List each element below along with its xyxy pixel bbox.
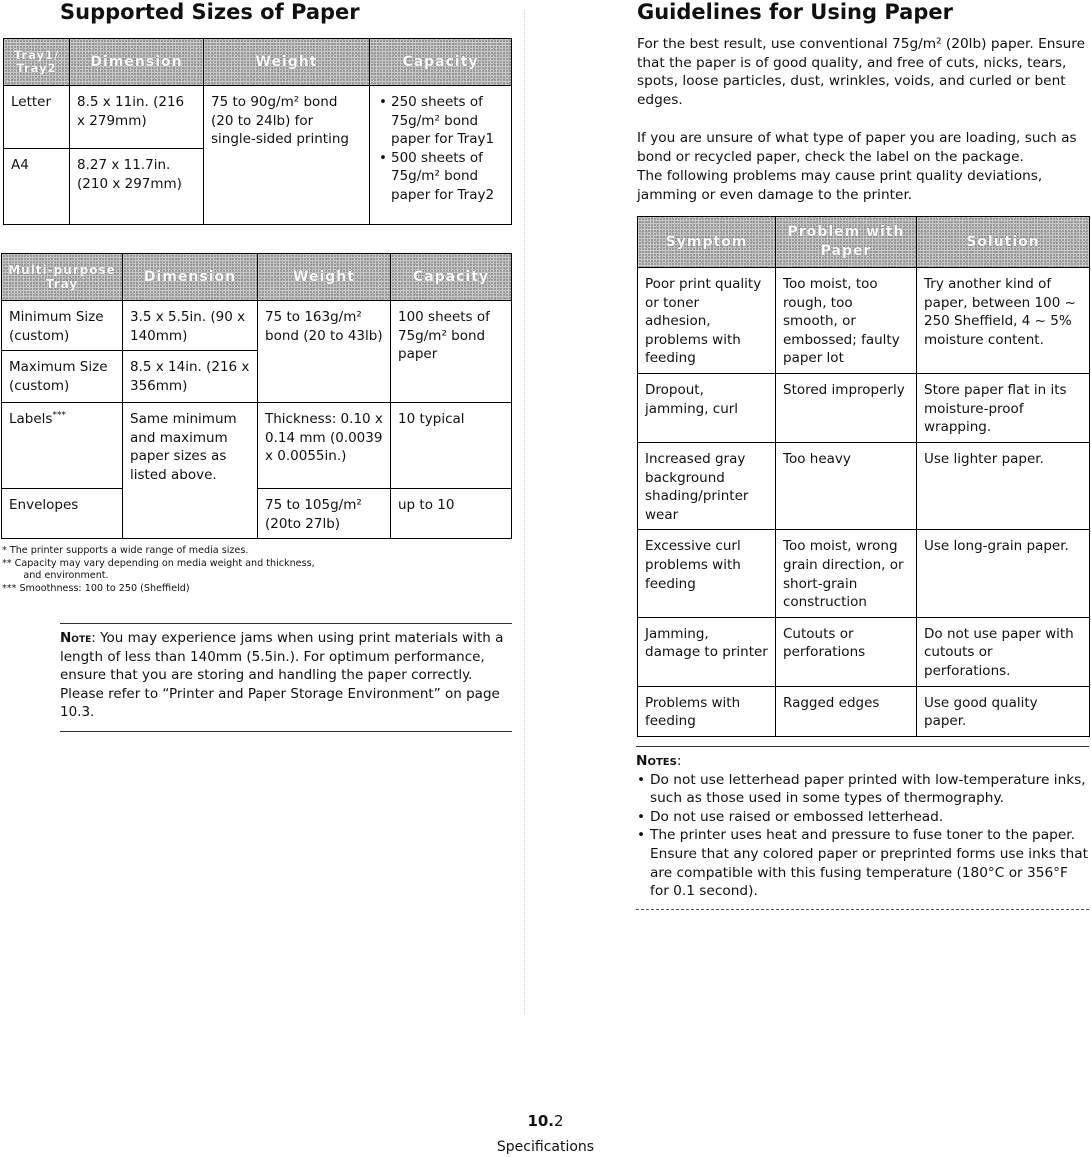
note-item-1: • Do not use letterhead paper printed with low-temperature inks, such as those used in some types of thermography.: [650, 771, 1089, 808]
header-tray: Tray1/ Tray2: [4, 39, 70, 86]
labels-label: [2, 403, 123, 489]
paragraph-unsure: If you are unsure of what type of paper you are loading, such as bond or recycled paper, check the label on the package.: [637, 130, 1077, 165]
solution-1: Try another kind of paper, between 100 ~ 250 Sheffield, 4 ~ 5% moisture content.: [917, 268, 1090, 374]
labels-text: Labels: [9, 411, 53, 428]
labels-footnote-mark: ***: [52, 410, 66, 421]
footnote-2: ** Capacity may vary depending on media weight and thickness,: [2, 557, 315, 569]
labels-dimension: Same minimum and maximum paper sizes as listed above.: [123, 403, 258, 539]
problem-3: Too heavy: [776, 442, 917, 529]
problem-4: Too moist, wrong grain direction, or short-grain construction: [776, 530, 917, 617]
tray-size-table: [3, 38, 512, 225]
symptom-5: Jamming, damage to printer: [638, 617, 776, 686]
header-symptom: Symptom: [638, 217, 776, 268]
capacity-tray1: • 250 sheets of 75g/m² bond paper for Tray1: [391, 93, 504, 149]
page-section: Specifications: [496, 1139, 595, 1155]
row-a4-dimension: 8.27 x 11.7in. (210 x 297mm): [70, 149, 204, 225]
problem-5: Cutouts or perforations: [776, 617, 917, 686]
problem-1: Too moist, too rough, too smooth, or embossed; faulty paper lot: [776, 268, 917, 374]
guidelines-table: [637, 216, 1090, 737]
header-weight: Weight: [204, 39, 370, 86]
solution-5: Do not use paper with cutouts or perforations.: [917, 617, 1090, 686]
supported-sizes-title: Supported Sizes of Paper: [60, 0, 360, 24]
notes-list: [636, 771, 1089, 901]
max-size-dimension: 8.5 x 14in. (216 x 356mm): [123, 351, 258, 403]
note-text: : You may experience jams when using print materials with a length of less than 140mm (5.5in.). For optimum performance, ensure that you are storing and handling the paper correctly. Please refer to “Printer and Paper Storage Environment” on page 10.3.: [60, 630, 504, 721]
column-divider: [524, 10, 525, 1015]
header-mp-tray: Multi-purpose Tray: [2, 254, 123, 301]
size-capacity: 100 sheets of 75g/m² bond paper: [391, 301, 512, 403]
row-letter-dimension: 8.5 x 11in. (216 x 279mm): [70, 86, 204, 149]
row-letter-name: Letter: [4, 86, 70, 149]
symptom-3: Increased gray background shading/printer wear: [638, 442, 776, 529]
footnote-3: *** Smoothness: 100 to 250 (Sheffield): [2, 582, 190, 594]
notes-label: Notes: [636, 753, 677, 769]
footnotes: [2, 545, 315, 595]
symptom-4: Excessive curl problems with feeding: [638, 530, 776, 617]
guidelines-title: Guidelines for Using Paper: [637, 0, 953, 24]
solution-2: Store paper flat in its moisture-proof wrapping.: [917, 373, 1090, 442]
row-a4-name: A4: [4, 149, 70, 225]
envelopes-label: Envelopes: [2, 489, 123, 539]
header-mp-weight: Weight: [258, 254, 391, 301]
notes-box: Notes: • Do not use letterhead paper printed with low-temperature inks, such as those used in some types of thermography. • Do not use raised or embossed letterhead. • The printer uses heat and pressure to fuse toner to the paper. Ensure that any colored paper or preprinted forms use inks that are compatible with this fusing temperature (180°C or 356°F for 0.1 second).: [636, 746, 1089, 910]
min-size-dimension: 3.5 x 5.5in. (90 x 140mm): [123, 301, 258, 351]
solution-4: Use long-grain paper.: [917, 530, 1090, 617]
min-size-label: Minimum Size (custom): [2, 301, 123, 351]
footnote-1: * The printer supports a wide range of media sizes.: [2, 545, 249, 556]
envelopes-weight: 75 to 105g/m² (20to 27lb): [258, 489, 391, 539]
header-mp-capacity: Capacity: [391, 254, 512, 301]
paragraph-best-result: For the best result, use conventional 75g/m² (20lb) paper. Ensure that the paper is of good quality, and free of cuts, nicks, tears, spots, loose particles, dust, wrinkles, voids, and curled or bent edges.: [637, 36, 1086, 108]
problem-6: Ragged edges: [776, 686, 917, 736]
note-box: [60, 623, 512, 732]
page-number: [0, 1112, 1091, 1130]
paragraph-problems: The following problems may cause print quality deviations, jamming or even damage to the printer.: [637, 168, 1043, 203]
header-problem: Problem with Paper: [776, 217, 917, 268]
header-dimension: Dimension: [70, 39, 204, 86]
note-item-2: • Do not use raised or embossed letterhead.: [650, 808, 1089, 827]
mp-tray-table: [1, 253, 512, 539]
solution-6: Use good quality paper.: [917, 686, 1090, 736]
header-mp-dimension: Dimension: [123, 254, 258, 301]
symptom-1: Poor print quality or toner adhesion, problems with feeding: [638, 268, 776, 374]
header-solution: Solution: [917, 217, 1090, 268]
problem-2: Stored improperly: [776, 373, 917, 442]
envelopes-capacity: up to 10: [391, 489, 512, 539]
tray-capacity: [370, 86, 512, 225]
tray-weight: 75 to 90g/m² bond (20 to 24lb) for single-sided printing: [204, 86, 370, 225]
labels-weight: Thickness: 0.10 x 0.14 mm (0.0039 x 0.0055in.): [258, 403, 391, 489]
page-chapter: 10.: [527, 1112, 555, 1130]
max-size-label: Maximum Size (custom): [2, 351, 123, 403]
symptom-2: Dropout, jamming, curl: [638, 373, 776, 442]
symptom-6: Problems with feeding: [638, 686, 776, 736]
solution-3: Use lighter paper.: [917, 442, 1090, 529]
note-label: Note: [60, 630, 92, 646]
header-capacity: Capacity: [370, 39, 512, 86]
labels-capacity: 10 typical: [391, 403, 512, 489]
footnote-2-cont: and environment.: [2, 570, 109, 582]
note-item-3: • The printer uses heat and pressure to fuse toner to the paper. Ensure that any colored paper or preprinted forms use inks that are compatible with this fusing temperature (180°C or 356°F for 0.1 second).: [650, 826, 1089, 900]
capacity-tray2: • 500 sheets of 75g/m² bond paper for Tray2: [391, 149, 504, 205]
page-num: 2: [554, 1112, 564, 1130]
size-weight: 75 to 163g/m² bond (20 to 43lb): [258, 301, 391, 403]
